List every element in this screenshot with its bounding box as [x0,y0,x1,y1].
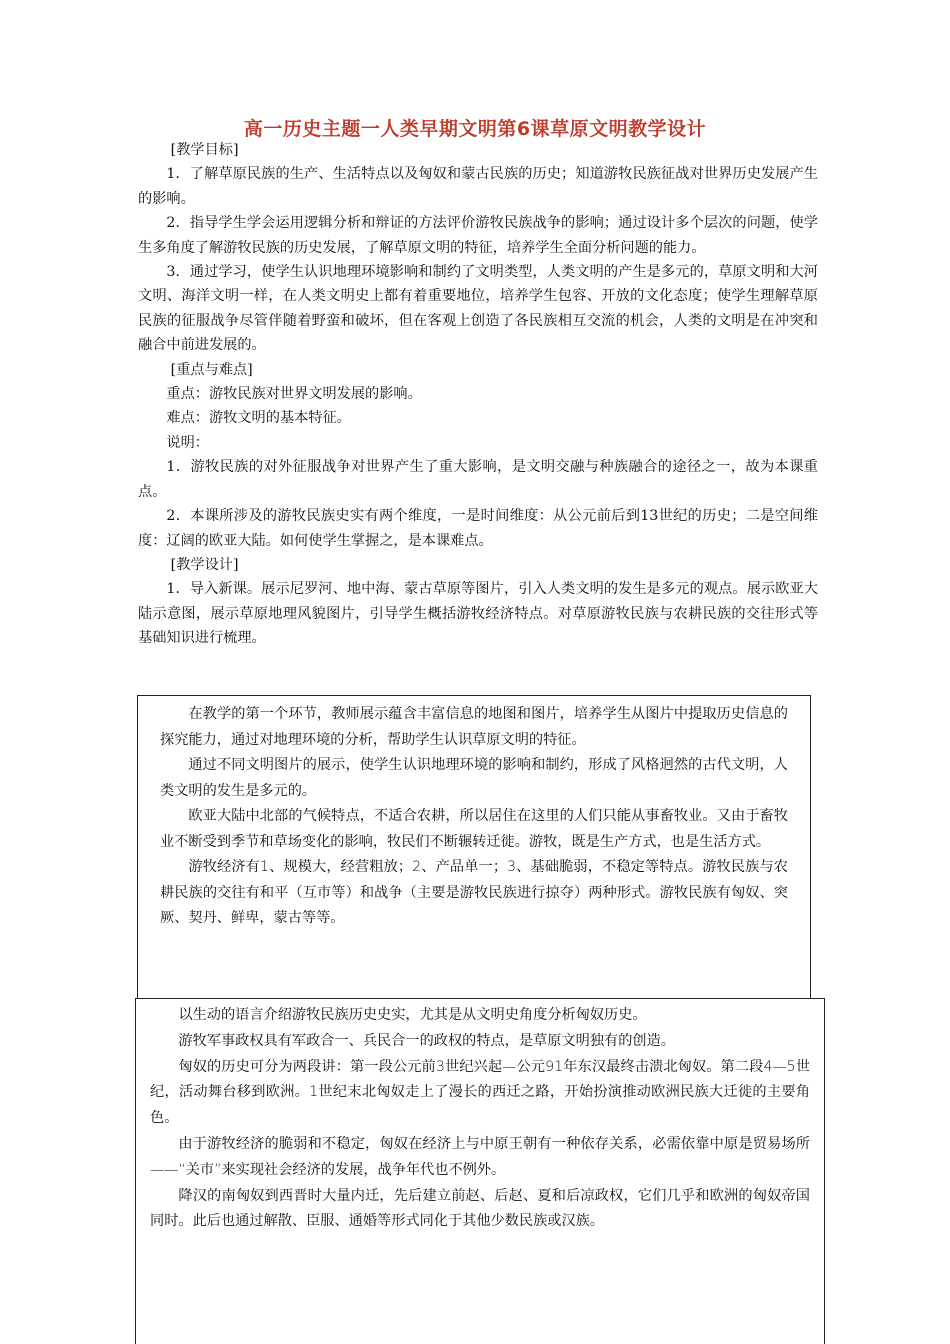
commentary-box-1 [137,695,811,999]
objective-1: 1．了解草原民族的生产、生活特点以及匈奴和蒙古民族的历史；知道游牧民族征战对世界历史发展产生的影响。 [138,166,818,207]
design-step-1: 1．导入新课。展示尼罗河、地中海、蒙古草原等图片，引入人类文明的发生是多元的观点。展示欧亚大陆示意图，展示草原地理风貌图片，引导学生概括游牧经济特点。对草原游牧民族与农耕民族的交往形式等基础知识进行梳理。 [138,581,818,647]
box2-paragraph: 游牧军事政权具有军政合一、兵民合一的政权的特点，是草原文明独有的创造。 [178,1032,675,1049]
box1-paragraph: 通过不同文明图片的展示，使学生认识地理环境的影响和制约，形成了风格迥然的古代文明，人类文明的发生是多元的。 [160,757,788,799]
box2-paragraph: 降汉的南匈奴到西晋时大量内迁，先后建立前赵、后赵、夏和后凉政权，它们几乎和欧洲的匈奴帝国同时。此后也通过解散、臣服、通婚等形式同化于其他少数民族或汉族。 [150,1187,810,1230]
objective-2: 2．指导学生学会运用逻辑分析和辩证的方法评价游牧民族战争的影响；通过设计多个层次的问题，使学生多角度了解游牧民族的历史发展，了解草原文明的特征，培养学生全面分析问题的能力。 [138,215,818,256]
box2-paragraph: 由于游牧经济的脆弱和不稳定，匈奴在经济上与中原王朝有一种依存关系，必需依靠中原是贸易场所——“关市”来实现社会经济的发展，战争年代也不例外。 [150,1135,810,1178]
box1-paragraph: 游牧经济有1、规模大，经营粗放；2、产品单一；3、基础脆弱，不稳定等特点。游牧民族与农耕民族的交往有和平（互市等）和战争（主要是游牧民族进行掠夺）两种形式。游牧民族有匈奴、突厥、契丹、鲜卑，蒙古等等。 [160,859,788,926]
lesson-body [138,138,818,651]
objective-3: 3．通过学习，使学生认识地理环境影响和制约了文明类型，人类文明的产生是多元的，草原文明和大河文明、海洋文明一样，在人类文明史上都有着重要地位，培养学生包容、开放的文化态度；使学生理解草原民族的征服战争尽管伴随着野蛮和破坏，但在客观上创造了各民族相互交流的机会，人类的文明是在冲突和融合中前进发展的。 [138,264,818,354]
section-label-key-points: [重点与难点] [170,361,253,378]
explanation-2: 2．本课所涉及的游牧民族史实有两个维度，一是时间维度：从公元前后到13世纪的历史；二是空间维度：辽阔的欧亚大陆。如何使学生掌握之，是本课难点。 [138,508,818,549]
commentary-box-2 [135,998,825,1344]
document-title: 高一历史主题一人类早期文明第6课草原文明教学设计 [243,118,707,140]
explanation-label: 说明： [166,434,209,451]
explanation-1: 1．游牧民族的对外征服战争对世界产生了重大影响，是文明交融与种族融合的途径之一，故为本课重点。 [138,459,818,500]
difficult-point: 难点：游牧文明的基本特征。 [166,410,351,427]
box2-paragraph: 以生动的语言介绍游牧民族历史史实，尤其是从文明史角度分析匈奴历史。 [178,1007,647,1023]
box1-paragraph: 在教学的第一个环节，教师展示蕴含丰富信息的地图和图片，培养学生从图片中提取历史信息的探究能力，通过对地理环境的分析，帮助学生认识草原文明的特征。 [160,706,788,748]
box1-paragraph: 欧亚大陆中北部的气候特点，不适合农耕，所以居住在这里的人们只能从事畜牧业。又由于畜牧业不断受到季节和草场变化的影响，牧民们不断辗转迁徙。游牧，既是生产方式，也是生活方式。 [160,808,788,850]
section-label-design: [教学设计] [170,556,239,573]
box2-paragraph: 匈奴的历史可分为两段讲：第一段公元前3世纪兴起—公元91年东汉最终击溃北匈奴。第二段4—5世纪，活动舞台移到欧洲。1世纪末北匈奴走上了漫长的西迁之路，开始扮演推动欧洲民族大迁徙的主要角色。 [150,1058,810,1127]
section-label-objectives: [教学目标] [170,142,239,158]
key-point: 重点：游牧民族对世界文明发展的影响。 [166,386,422,403]
